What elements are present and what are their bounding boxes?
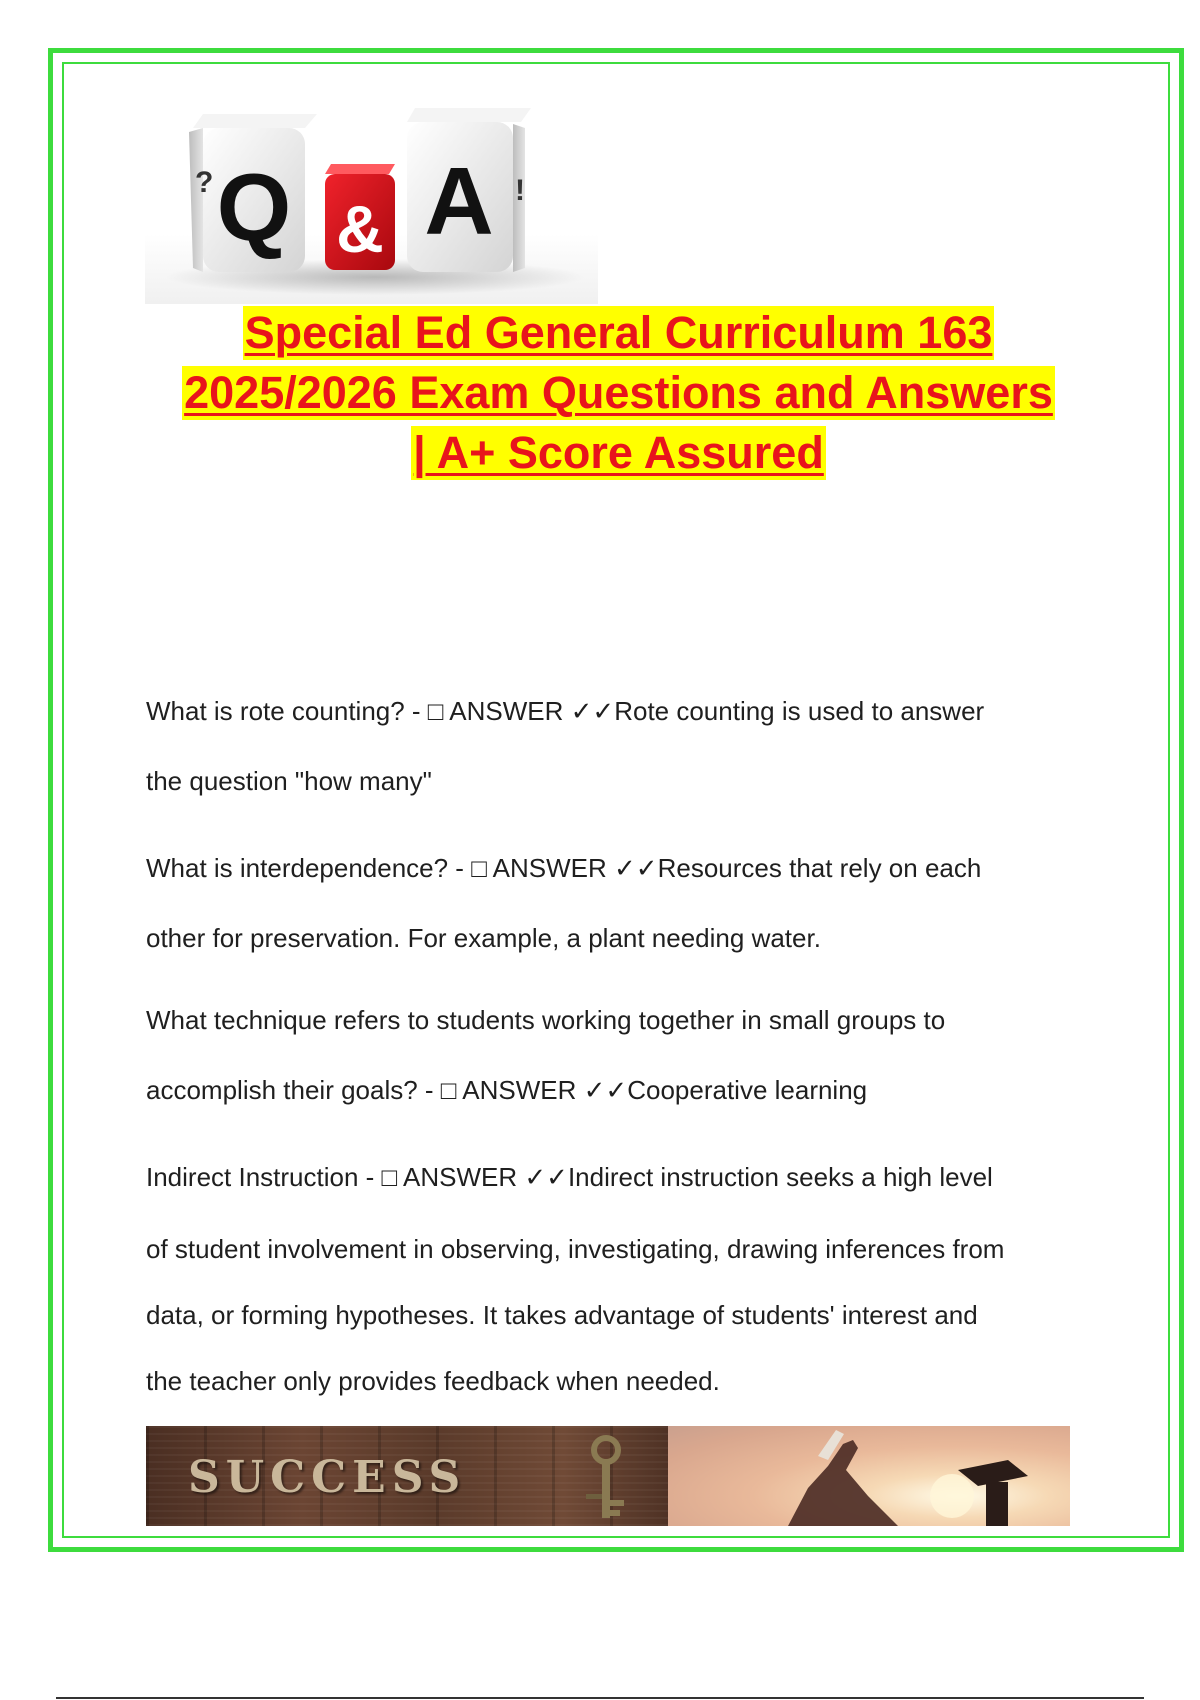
wood-panel: [146, 1426, 668, 1526]
qa-line: What technique refers to students working together in small groups to: [146, 1005, 946, 1035]
title-line-3: | A+ Score Assured: [413, 427, 824, 478]
key-icon: [566, 1434, 636, 1524]
ampersand-die: [325, 164, 395, 270]
qa-item-2: [146, 833, 1106, 973]
logo-letter-a: A: [424, 148, 494, 255]
logo-exclamation-mark: !: [515, 174, 525, 207]
qa-item-3: [146, 985, 1106, 1125]
qa-line: the teacher only provides feedback when needed.: [146, 1366, 720, 1396]
qa-item-1: [146, 676, 1106, 816]
a-die: [407, 108, 531, 272]
success-text: SUCCESS: [188, 1452, 467, 1503]
qa-line: of student involvement in observing, investigating, drawing inferences from: [146, 1234, 1005, 1264]
title-line-2: 2025/2026 Exam Questions and Answers: [184, 367, 1053, 418]
title-line-1: Special Ed General Curriculum 163: [244, 307, 993, 358]
qa-line: accomplish their goals? - □ ANSWER ✓✓Cooperative learning: [146, 1075, 868, 1105]
logo-letter-q: Q: [216, 154, 292, 261]
qa-dice-logo: [145, 72, 598, 304]
graduate-silhouette-icon: [668, 1426, 1070, 1526]
qa-line: the question "how many": [146, 766, 432, 796]
success-banner-image: [146, 1426, 1070, 1526]
qa-line: other for preservation. For example, a plant needing water.: [146, 923, 821, 953]
logo-question-mark: ?: [195, 166, 214, 199]
q-die: [189, 114, 317, 272]
qa-item-4: [146, 1144, 1106, 1414]
qa-line: What is rote counting? - □ ANSWER ✓✓Rote counting is used to answer: [146, 696, 985, 726]
footer-divider: [56, 1697, 1144, 1699]
qa-line: data, or forming hypotheses. It takes advantage of students' interest and: [146, 1300, 978, 1330]
logo-ampersand: &: [336, 192, 384, 266]
qa-line: Indirect Instruction - □ ANSWER ✓✓Indirect instruction seeks a high level: [146, 1162, 993, 1192]
document-title: [120, 302, 1117, 482]
graduate-photo-panel: [668, 1426, 1070, 1526]
qa-line: What is interdependence? - □ ANSWER ✓✓Resources that rely on each: [146, 853, 982, 883]
